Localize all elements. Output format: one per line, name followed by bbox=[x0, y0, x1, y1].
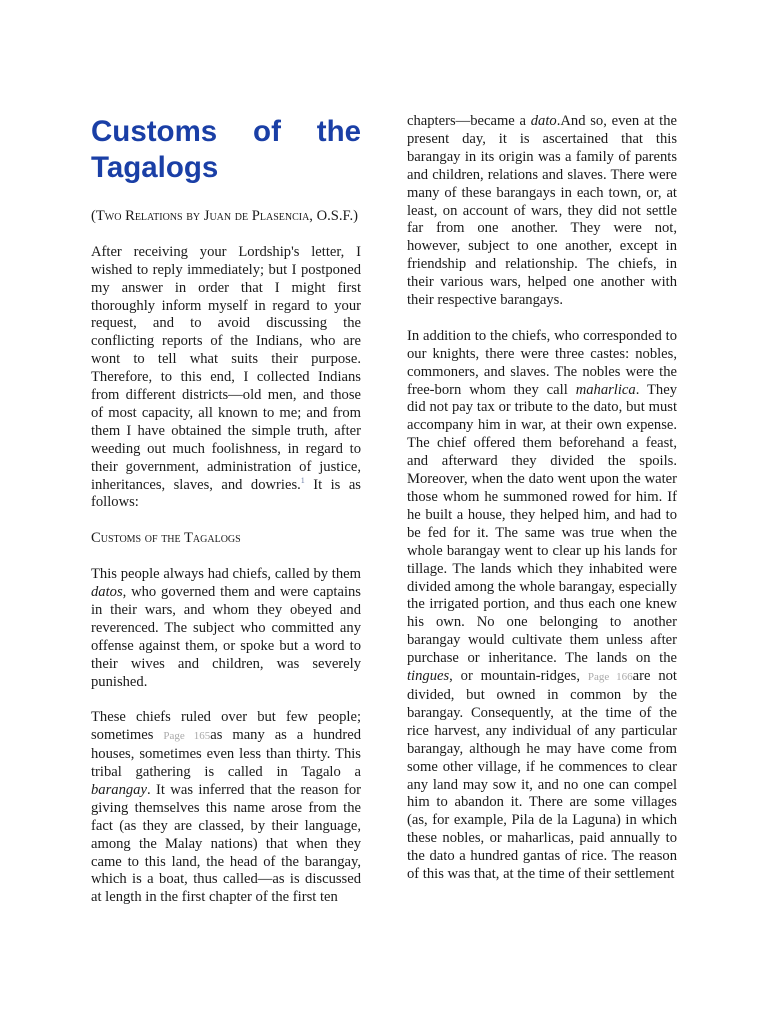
castes-text-d: are not divided, but owned in common by the barangay. Consequently, at the time of the rice harvest, any individual of any particular barangay, although he may have come from some other village, if he commences to clear any land may sow it, and no one can compel him to abandon it. There are some villages (as, for example, Pila de la Laguna) in which these nobles, or maharlicas, paid annually to the dato a hundred gantas of rice. The reason of this was that, at the time of their settlement bbox=[407, 668, 677, 883]
term-barangay: barangay bbox=[91, 781, 147, 798]
section-heading bbox=[91, 530, 361, 548]
chiefs-text-b: , who governed them and were captains in their wars, and whom they obeyed and reverenced. The subject who committed any offense against them, or spoke but a word to their wives and children, was severely punished. bbox=[91, 583, 361, 690]
footnote-link[interactable]: 1 bbox=[300, 475, 305, 485]
subtitle bbox=[91, 208, 361, 226]
left-column bbox=[91, 114, 361, 925]
chiefs-text-a: This people always had chiefs, called by them bbox=[91, 566, 361, 583]
paragraph-barangay-continued bbox=[407, 113, 677, 310]
castes-text-b: . They did not pay tax or tribute to the dato, but must accompany him in war, at their own expense. The chief offered them beforehand a feast, and afterward they divided the spoils. Moreover, when the dato went upon the water those whom he summoned rowed for him. If he built a house, they helped him, and had to be fed for it. The same was true when the whole barangay went to clear up his lands for tillage. The lands which they inhabited were divided among the whole barangay, especially the irrigated portion, and thus each one knew his own. No one belonging to another barangay would cultivate them unless after purchase or inheritance. The lands on the bbox=[407, 381, 677, 667]
castes-text-c: , or mountain-ridges, bbox=[449, 668, 588, 685]
barangay-text-d-cont: And so, even at the present day, it is ascertained that this barangay in its origin was a family of parents and children, relations and slaves. There were many of these barangays in each town, or, at least, on account of wars, they did not settle far from one another. They were not, however, subject to one another, except in friendship and relationship. The chiefs, in their various wars, helped one another with their respective barangays. bbox=[407, 113, 678, 309]
page-marker-165: Page 165 bbox=[163, 730, 211, 743]
page-marker-166: Page 166 bbox=[587, 671, 633, 684]
term-tingues: tingues bbox=[407, 668, 450, 685]
right-column bbox=[407, 113, 677, 902]
barangay-text-c-cont: chapters—became a bbox=[407, 113, 531, 129]
barangay-text-b: as many as a hundred houses, sometimes even less than thirty. This tribal gathering is called in Tagalo a bbox=[91, 727, 361, 781]
intro-text: After receiving your Lordship's letter, I wished to reply immediately; but I postponed my answer in order that I might first thoroughly inform myself in regard to your request, and to avoid discussing the conflicting reports of the Indians, who are wont to tell what suits their purpose. Therefore, to this end, I collected Indians from different districts—old men, and those of most capacity, all known to me; and from them I have obtained the simple truth, after weeding out much foolishness, in regard to their government, administration of justice, inheritances, slaves, and dowries. bbox=[91, 243, 361, 493]
section-heading-text: Customs of the Tagalogs bbox=[91, 530, 241, 547]
paragraph-intro bbox=[91, 244, 361, 513]
paragraph-castes bbox=[407, 328, 677, 884]
term-dato: dato bbox=[530, 113, 557, 129]
subtitle-text: (Two Relations by Juan de Plasencia, O.S.F.) bbox=[91, 208, 359, 224]
intro-tail: It is as follows: bbox=[91, 476, 361, 511]
barangay-text-a: These chiefs ruled over but few people; sometimes bbox=[91, 709, 361, 744]
paragraph-barangay bbox=[91, 709, 361, 907]
barangay-text-c: . It was inferred that the reason for giving themselves this name arose from the fact (as they are classed, by their language, among the Malay nations) that when they came to this land, the head of the barangay, which is a boat, thus called—as is discussed at length in the first chapter of the first ten bbox=[91, 781, 361, 906]
castes-text-a: In addition to the chiefs, who corresponded to our knights, there were three castes: nobles, commoners, and slaves. The nobles were the free-born whom they call bbox=[407, 327, 677, 398]
barangay-text-d: . bbox=[556, 113, 561, 129]
page-title: Customs of the Tagalogs bbox=[91, 115, 361, 184]
term-datos: datos bbox=[91, 583, 123, 600]
paragraph-chiefs bbox=[91, 566, 361, 691]
term-maharlica: maharlica bbox=[575, 381, 636, 398]
